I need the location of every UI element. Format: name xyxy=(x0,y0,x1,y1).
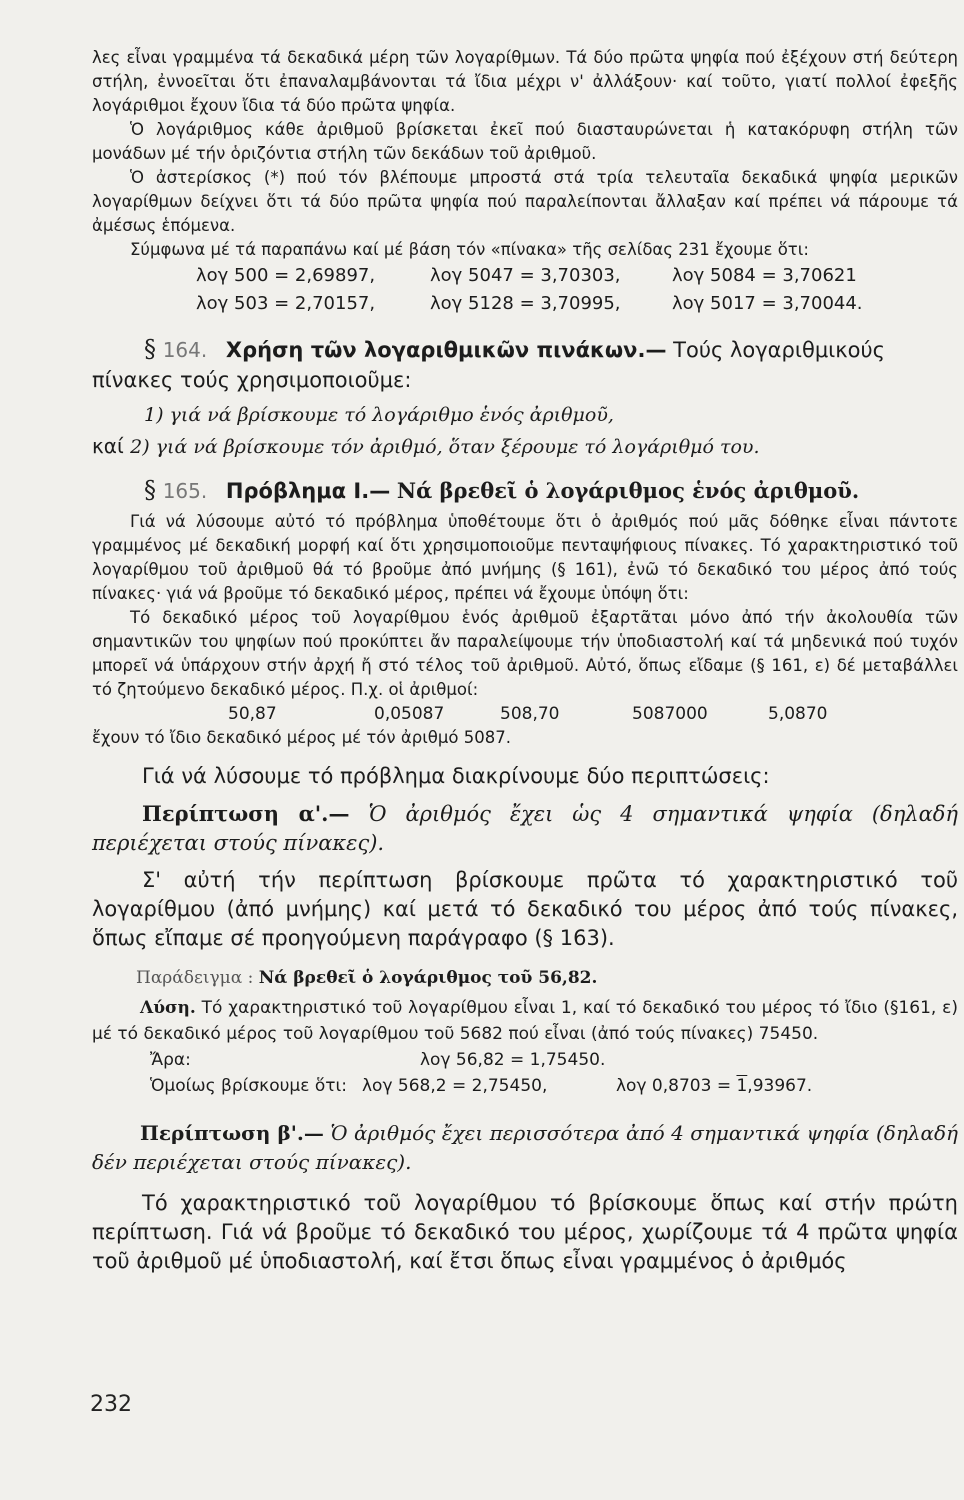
paragraph-2: Ὁ λογάριθμος κάθε ἀριθμοῦ βρίσκεται ἐκεῖ πού διασταυρώνεται ἡ κατακόρυφη στήλη τῶν μονάδων μέ τήν ὁριζόντια στήλη τῶν δεκάδων τοῦ ἀριθμοῦ. xyxy=(92,120,958,163)
number-example: 5,0870 xyxy=(768,704,828,724)
solution xyxy=(92,995,958,1047)
equation: λογ 5128 = 3,70995, xyxy=(430,293,621,314)
paragraph-7: ἔχουν τό ἴδιο δεκαδικό μέρος μέ τόν ἀριθμό 5087. xyxy=(92,728,511,747)
equation: λογ 503 = 2,70157, xyxy=(196,293,376,314)
case-text: Ὁ ἀριθμός ἔχει ὡς 4 σημαντικά ψηφία (δηλαδή περιέχεται στούς πίνακες). xyxy=(92,802,958,855)
omoios-row: Ὁμοίως βρίσκουμε ὅτι: λογ 568,2 = 2,75450, λογ 0,8703 = 1,93967. xyxy=(92,1073,958,1099)
section-subtitle: Νά βρεθεῖ ὁ λογάριθμος ἑνός ἀριθμοῦ. xyxy=(396,478,860,503)
section-sign: § xyxy=(144,335,156,363)
usage-list-item-2: καί 2) γιά νά βρίσκουμε τόν ἀριθμό, ὅταν ξέρουμε τό λογάριθμό του. xyxy=(92,434,760,458)
equation: λογ 5084 = 3,70621 xyxy=(672,265,857,286)
paragraph-5: Γιά νά λύσουμε αὐτό τό πρόβλημα ὑποθέτουμε ὅτι ὁ ἀριθμός πού μᾶς δόθηκε εἶναι πάντοτε γραμμένος μέ δεκαδική μορφή καί ὅτι χρησιμοποιοῦμε πενταψήφιους πίνακες. Τό χαρακτηριστικό τοῦ λογαρίθμου τοῦ ἀριθμοῦ θά τό βροῦμε ἀπό μνήμης (§ 161), ἐνῶ τό δεκαδικό του μέρος ἀπό τούς πίνακες· γιά νά βροῦμε τό δεκαδικό μέρος, πρέπει νά ἔχουμε ὑπόψη ὅτι: xyxy=(92,512,958,603)
case-label: Περίπτωση α'.— xyxy=(142,801,350,826)
omoios-equation-2: λογ 0,8703 = 1,93967. xyxy=(616,1076,813,1096)
equation: λογ 5017 = 3,70044. xyxy=(672,293,863,314)
section-title: Πρόβλημα Ι.— xyxy=(225,479,391,503)
section-number: 164. xyxy=(162,338,208,362)
section-sign: § xyxy=(144,476,156,504)
paragraph-10: Τό χαρακτηριστικό τοῦ λογαρίθμου τό βρίσκουμε ὅπως καί στήν πρώτη περίπτωση. Γιά νά βροῦμε τό δεκαδικό του μέρος, χωρίζουμε τά 4 πρῶτα ψηφία τοῦ ἀριθμοῦ μέ ὑποδιαστολή, καί ἔτσι ὅπως εἶναι γραμμένος ὁ ἀριθμός xyxy=(92,1191,958,1273)
section-164 xyxy=(92,334,958,395)
section-number: 165. xyxy=(162,479,208,503)
paragraph-4: Σύμφωνα μέ τά παραπάνω καί μέ βάση τόν «πίνακα» τῆς σελίδας 231 ἔχουμε ὅτι: xyxy=(130,240,809,259)
equation: λογ 500 = 2,69897, xyxy=(196,265,376,286)
page-number: 232 xyxy=(90,1392,132,1417)
equations-block xyxy=(92,262,958,318)
ara-row: Ἄρα: λογ 56,82 = 1,75450. xyxy=(92,1047,958,1073)
page-content xyxy=(92,46,958,1276)
omoios-equation-1: λογ 568,2 = 2,75450, xyxy=(362,1076,548,1096)
case-text: Ὁ ἀριθμός ἔχει περισσότερα ἀπό 4 σημαντικά ψηφία (δηλαδή δέν περιέχεται στούς πίνακες). xyxy=(92,1121,959,1174)
section-165 xyxy=(92,475,958,506)
solution-label: Λύση. xyxy=(140,998,196,1018)
example-text: Νά βρεθεῖ ὁ λογάριθμος τοῦ 56,82. xyxy=(258,968,598,988)
paragraph-8: Γιά νά λύσουμε τό πρόβλημα διακρίνουμε δύο περιπτώσεις: xyxy=(142,764,770,788)
paragraph-9: Σ' αὐτή τήν περίπτωση βρίσκουμε πρῶτα τό χαρακτηριστικό τοῦ λογαρίθμου (ἀπό μνήμης) καί μετά τό δεκαδικό του μέρος ἀπό τούς πίνακες, ὅπως εἴπαμε σέ προηγούμενη παράγραφο (§ 163). xyxy=(92,868,958,950)
example-label: Παράδειγμα : xyxy=(136,968,254,988)
paragraph-3: Ὁ ἀστερίσκος (*) πού τόν βλέπουμε μπροστά στά τρία τελευταῖα δεκαδικά ψηφία μερικῶν λογαρίθμων δείχνει ὅτι τά δύο πρῶτα ψηφία πού παραλείπονται ἄλλαξαν καί πρέπει νά πάρουμε τά ἀμέσως ἑπόμενα. xyxy=(92,168,958,235)
usage-list-item-1: 1) γιά νά βρίσκουμε τό λογάριθμο ἑνός ἀριθμοῦ, xyxy=(144,404,614,426)
case-1 xyxy=(92,799,958,858)
section-title: Χρήση τῶν λογαριθμικῶν πινάκων.— xyxy=(225,338,667,362)
section-text: Τούς λογαριθμικούς πίνακες τούς χρησιμοποιοῦμε: xyxy=(92,338,885,392)
number-example: 508,70 xyxy=(500,704,560,724)
example xyxy=(92,965,958,991)
number-example: 50,87 xyxy=(228,704,277,724)
case-label: Περίπτωση β'.— xyxy=(140,1121,324,1145)
paragraph-6: Τό δεκαδικό μέρος τοῦ λογαρίθμου ἑνός ἀριθμοῦ ἐξαρτᾶται μόνο ἀπό τήν ἀκολουθία τῶν σημαντικῶν του ψηφίων πού προκύπτει ἄν παραλείψουμε τήν ὑποδιαστολή καί τά μηδενικά πού τυχόν μπορεῖ νά ὑπάρχουν στήν ἀρχή ἤ στό τέλος τοῦ ἀριθμοῦ. Αὐτό, ὅπως εἴδαμε (§ 161, ε) δέ μεταβάλλει τό ζητούμενο δεκαδικό μέρος. Π.χ. οἱ ἀριθμοί: xyxy=(92,608,958,699)
number-example: 0,05087 xyxy=(374,704,445,724)
solution-text: Τό χαρακτηριστικό τοῦ λογαρίθμου εἶναι 1, καί τό δεκαδικό του μέρος τό ἴδιο (§161, ε) μέ τό δεκαδικό μέρος τοῦ λογαρίθμου τοῦ 5682 πού εἶναι (ἀπό τούς πίνακες) 75450. xyxy=(92,998,958,1044)
ara-equation: λογ 56,82 = 1,75450. xyxy=(420,1050,606,1070)
numbers-row xyxy=(92,702,958,726)
case-2 xyxy=(92,1119,958,1177)
paragraph-1: λες εἶναι γραμμένα τά δεκαδικά μέρη τῶν λογαρίθμων. Τά δύο πρῶτα ψηφία πού ἐξέχουν στή δεύτερη στήλη, ἐννοεῖται ὅτι ἐπαναλαμβάνονται τά ἴδια μέχρι ν' ἀλλάξουν· καί τοῦτο, γιατί πολλοί ἐφεξῆς λογάριθμοι ἔχουν ἴδια τά δύο πρῶτα ψηφία. xyxy=(92,48,958,115)
equation: λογ 5047 = 3,70303, xyxy=(430,265,621,286)
number-example: 5087000 xyxy=(632,704,708,724)
